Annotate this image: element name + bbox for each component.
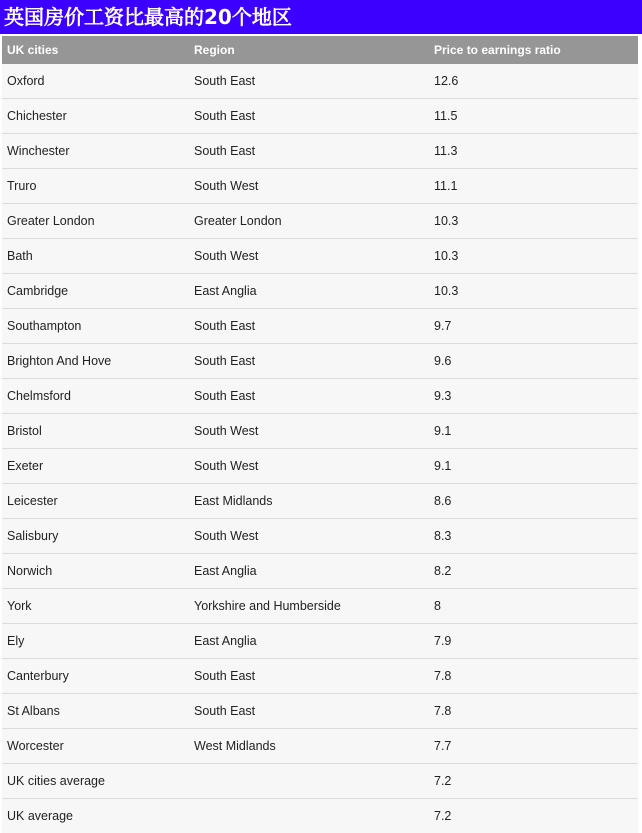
page-title: 英国房价工资比最高的20个地区 bbox=[0, 0, 642, 34]
table-row bbox=[2, 274, 638, 309]
region-cell: South East bbox=[189, 694, 429, 729]
table-row bbox=[2, 64, 638, 99]
region-cell: Yorkshire and Humberside bbox=[189, 589, 429, 624]
ratio-cell: 9.3 bbox=[429, 379, 638, 414]
ratio-cell: 7.7 bbox=[429, 729, 638, 764]
region-cell: East Anglia bbox=[189, 274, 429, 309]
region-cell: South East bbox=[189, 64, 429, 99]
table-row bbox=[2, 239, 638, 274]
city-cell: Chelmsford bbox=[2, 379, 189, 414]
column-header-city: UK cities bbox=[2, 36, 189, 64]
table-row bbox=[2, 799, 638, 833]
table-header bbox=[2, 36, 638, 64]
region-cell: South East bbox=[189, 379, 429, 414]
ratio-cell: 10.3 bbox=[429, 204, 638, 239]
ratio-cell: 11.5 bbox=[429, 99, 638, 134]
city-cell: Salisbury bbox=[2, 519, 189, 554]
table-row bbox=[2, 169, 638, 204]
city-cell: Worcester bbox=[2, 729, 189, 764]
ratio-cell: 7.8 bbox=[429, 694, 638, 729]
table-row bbox=[2, 764, 638, 799]
city-cell: Bath bbox=[2, 239, 189, 274]
city-cell: Bristol bbox=[2, 414, 189, 449]
city-cell: Southampton bbox=[2, 309, 189, 344]
table-header-row bbox=[2, 36, 638, 64]
region-cell: Greater London bbox=[189, 204, 429, 239]
ratio-cell: 7.8 bbox=[429, 659, 638, 694]
table-row bbox=[2, 134, 638, 169]
table-row bbox=[2, 694, 638, 729]
ratio-cell: 8 bbox=[429, 589, 638, 624]
region-cell: East Midlands bbox=[189, 484, 429, 519]
table-row bbox=[2, 659, 638, 694]
city-cell: Leicester bbox=[2, 484, 189, 519]
region-cell: South East bbox=[189, 344, 429, 379]
table-row bbox=[2, 484, 638, 519]
ratio-cell: 9.1 bbox=[429, 414, 638, 449]
column-header-ratio: Price to earnings ratio bbox=[429, 36, 638, 64]
city-cell: Truro bbox=[2, 169, 189, 204]
table-row bbox=[2, 379, 638, 414]
table-row bbox=[2, 729, 638, 764]
region-cell: South West bbox=[189, 169, 429, 204]
region-cell: South West bbox=[189, 414, 429, 449]
ratio-cell: 10.3 bbox=[429, 274, 638, 309]
region-cell: South West bbox=[189, 239, 429, 274]
ratio-cell: 9.7 bbox=[429, 309, 638, 344]
table-body bbox=[2, 64, 638, 833]
ratio-cell: 11.3 bbox=[429, 134, 638, 169]
table-row bbox=[2, 519, 638, 554]
city-cell: St Albans bbox=[2, 694, 189, 729]
ratio-cell: 12.6 bbox=[429, 64, 638, 99]
ratio-cell: 7.2 bbox=[429, 799, 638, 833]
city-cell: UK cities average bbox=[2, 764, 189, 799]
column-header-region: Region bbox=[189, 36, 429, 64]
ratio-cell: 8.3 bbox=[429, 519, 638, 554]
city-cell: Greater London bbox=[2, 204, 189, 239]
data-table-container bbox=[2, 36, 638, 833]
ratio-cell: 9.6 bbox=[429, 344, 638, 379]
ratio-cell: 11.1 bbox=[429, 169, 638, 204]
region-cell: West Midlands bbox=[189, 729, 429, 764]
data-table bbox=[2, 36, 638, 833]
region-cell: South West bbox=[189, 519, 429, 554]
city-cell: Oxford bbox=[2, 64, 189, 99]
region-cell: South East bbox=[189, 309, 429, 344]
region-cell: South East bbox=[189, 134, 429, 169]
region-cell: South East bbox=[189, 659, 429, 694]
region-cell: East Anglia bbox=[189, 554, 429, 589]
region-cell bbox=[189, 799, 429, 833]
city-cell: Cambridge bbox=[2, 274, 189, 309]
city-cell: Norwich bbox=[2, 554, 189, 589]
table-row bbox=[2, 624, 638, 659]
table-row bbox=[2, 414, 638, 449]
city-cell: Canterbury bbox=[2, 659, 189, 694]
ratio-cell: 9.1 bbox=[429, 449, 638, 484]
ratio-cell: 7.2 bbox=[429, 764, 638, 799]
table-row bbox=[2, 309, 638, 344]
table-row bbox=[2, 344, 638, 379]
city-cell: York bbox=[2, 589, 189, 624]
city-cell: Brighton And Hove bbox=[2, 344, 189, 379]
city-cell: Winchester bbox=[2, 134, 189, 169]
ratio-cell: 8.2 bbox=[429, 554, 638, 589]
table-row bbox=[2, 449, 638, 484]
city-cell: Ely bbox=[2, 624, 189, 659]
table-row bbox=[2, 554, 638, 589]
ratio-cell: 7.9 bbox=[429, 624, 638, 659]
table-row bbox=[2, 589, 638, 624]
region-cell: South East bbox=[189, 99, 429, 134]
region-cell: South West bbox=[189, 449, 429, 484]
ratio-cell: 10.3 bbox=[429, 239, 638, 274]
region-cell bbox=[189, 764, 429, 799]
table-row bbox=[2, 204, 638, 239]
city-cell: UK average bbox=[2, 799, 189, 833]
table-row bbox=[2, 99, 638, 134]
ratio-cell: 8.6 bbox=[429, 484, 638, 519]
region-cell: East Anglia bbox=[189, 624, 429, 659]
city-cell: Chichester bbox=[2, 99, 189, 134]
city-cell: Exeter bbox=[2, 449, 189, 484]
